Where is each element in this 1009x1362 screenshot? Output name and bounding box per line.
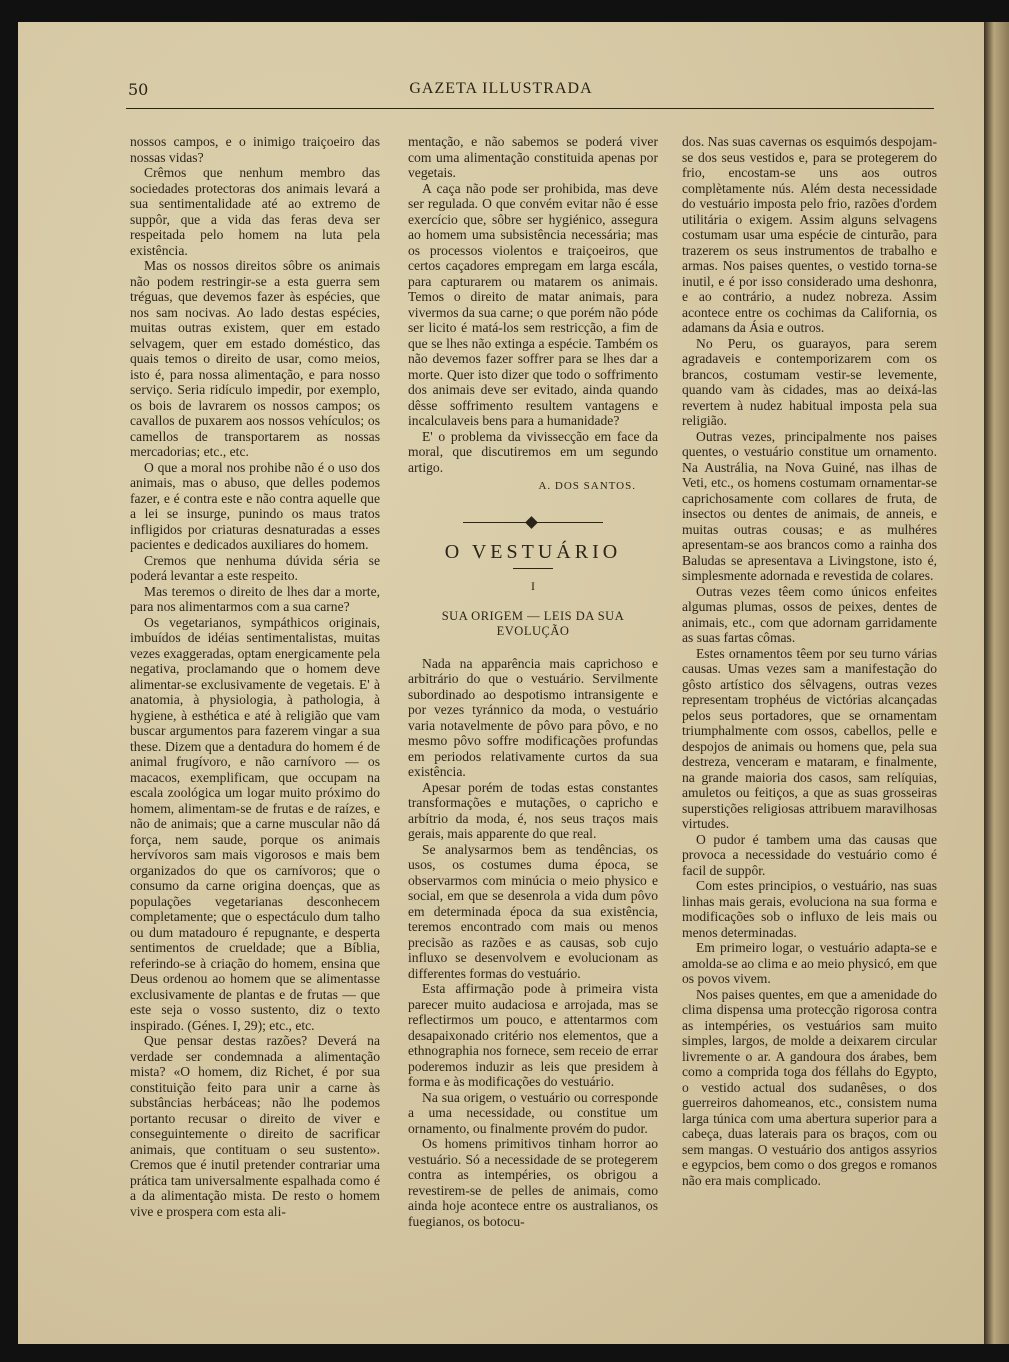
column-1	[130, 134, 380, 1219]
paragraph: Se analysarmos bem as tendências, os usos, os costumes duma época, se observarmos com minúcia o meio physico e social, em que se desenrola a vida dum pôvo em determinada época da sua existência, teremos encontrado com mais ou menos precisão as razões e as causas, sob cujo influxo se desenvolvem e evolucionam as differentes formas do vestuário.	[408, 841, 658, 981]
paragraph: Os vegetarianos, sympáthicos originais, imbuídos de idéias sentimentalistas, muitas vezes exaggeradas, optam energicamente pela negativa, proclamando que o homem deve alimentar-se exclusivamente de vegetais. E' à anatomia, à physiologia, à pathologia, à hygiene, à esthética e até à religião que vam buscar argumentos para fazerem vingar a sua these. Dizem que a dentadura do homem é de animal frugívoro, e não carnívoro — os macacos, exemplificam, que occupam na escala zoológica um logar muito próximo do homem, alimentam-se de frutas e de raízes, e não de animais; que a carne muscular não dá força, nem saude, porque os animais hervívoros sam mais vigorosos e mais bem organizados do que os carnívoros; que o consumo da carne origina doenças, que as populações vegetarianas desconhecem completamente; que o espectáculo dum talho ou dum matadouro é repugnante, e desperta sentimentos de crueldade; que a Bíblia, referindo-se à criação do homem, ensina que Deus ordenou ao homem que se alimentasse exclusivamente de plantas e de frutas — que este seja o vosso sustento, diz o texto inspirado. (Génes. I, 29); etc., etc.	[130, 614, 380, 1033]
section-number: I	[531, 579, 535, 593]
paragraph: nossos campos, e o inimigo traiçoeiro das nossas vidas?	[130, 134, 380, 165]
paragraph: Que pensar destas razões? Deverá na verdade ser condemnada a alimentação mista? «O homem, diz Richet, é por sua constituição feito para unir a carne às substâncias herbáceas; não lhe podemos portanto recusar o direito de viver e conseguintemente o direito de sacrificar animais, que contituam o seu sustento». Cremos que é inutil pretender contrariar uma prática tam universalmente espalhada como é a da alimentação mista. De resto o homem vive e prospera com esta ali-	[130, 1033, 380, 1219]
diamond-ornament-icon	[525, 516, 538, 529]
paragraph: A caça não pode ser prohibida, mas deve ser regulada. O que convém evitar não é esse exercício que, sôbre ser hygiénico, assegura ao homem uma subsistência necessária; mas os processos violentos e traiçoeiros, que certos caçadores empregam em larga escála, para capturarem ou matarem os animais. Temos o direito de matar animais, para vivermos da sua carne; o que porém não póde ser licito é matá-los sem restricção, a fim de que se lhes não extinga a espécie. Também os não devemos fazer soffrer para se lhes dar a morte. Quer isto dizer que todo o soffrimento dos animais deve ser evitado, ainda quando dêsse soffrimento resultem vantagens e incalculaveis bens para a humanidade?	[408, 180, 658, 428]
author-signature: A. DOS SANTOS.	[538, 480, 636, 492]
paragraph: Estes ornamentos têem por seu turno várias causas. Umas vezes sam a manifestação do gôsto artístico dos sêlvagens, outras vezes representam trophéus de victórias alcançadas pelos seus portadores, que se ornamentam triumphalmente com ossos, cabellos, pelle e despojos de animais ou homens que, pela sua destreza, venceram e mataram, e finalmente, na grande maioria dos casos, sam relíquias, amuletos ou feitiços, a que as suas grosseiras superstições religiosas attribuem maravilhosas virtudes.	[682, 645, 937, 831]
paragraph: Nada na apparência mais caprichoso e arbitrário do que o vestuário. Servilmente subordinado ao despotismo intransigente e por vezes tyránnico da moda, o vestuário varia notavelmente de pôvo para pôvo, e no mesmo pôvo soffre modificações profundas em periodos relativamente curtos da sua existência.	[408, 655, 658, 779]
paragraph: dos. Nas suas cavernas os esquimós despojam-se dos seus vestidos e, para se protegerem do frio, encostam-se uns aos outros complètamente nús. Além desta necessidade do vestuário imposta pelo frio, razões d'ordem utilitária o exigem. Assim alguns selvagens costumam usar uma espécie de cinturão, para trazerem os seus instrumentos de trabalho e armas. Nos paises quentes, o vestido torna-se inutil, e é por isso considerado uma deshonra, e ao contrário, a nudez nobreza. Assim acontece entre os cochimas da California, os adamans da Ásia e outros.	[682, 134, 937, 335]
paragraph: mentação, e não sabemos se poderá viver com uma alimentação constituida apenas por vegetais.	[408, 134, 658, 180]
article-title: O VESTUÁRIO	[444, 540, 622, 563]
paragraph: Mas os nossos direitos sôbre os animais não podem restringir-se a esta guerra sem tréguas, que devemos fazer às espécies, que nos sam nocivas. Ao lado destas espécies, muitas outras existem, quer em estado selvagem, quer em estado doméstico, das quais temos o direito de usar, como meios, isto é, para nossa alimentação, e para nosso serviço. Seria ridículo impedir, por exemplo, os bois de lavrarem os nossos campos; os cavallos de puxarem aos nossos vehículos; os camellos de transportarem as nossas mercadorias; etc., etc.	[130, 258, 380, 459]
paragraph: O que a moral nos prohibe não é o uso dos animais, mas o abuso, que delles podemos fazer, e é contra este e não contra aquelle que a lei se insurge, punindo os maus tratos infligidos por criaturas desnaturadas a esses pacientes e dedicados auxiliares do homem.	[130, 459, 380, 552]
page-edge	[984, 22, 1009, 1344]
paragraph: No Peru, os guarayos, para serem agradaveis e contemporizarem com os brancos, costumam vestir-se levemente, quando vam às cidades, mas ao deixá-las revertem à nudez habitual imposta pela sua religião.	[682, 335, 937, 428]
paragraph: Outras vezes, principalmente nos paises quentes, o vestuário constitue um ornamento. Na Austrália, na Nova Guiné, nas ilhas de Veti, etc., os homens costumam ornamentar-se caprichosamente com collares de fruta, de insectos ou dentes de animais, de anneis, e muitas outras cousas; e as mulhéres apresentam-se aos brancos como a rainha dos Baludas se apresentava a Livingstone, isto é, simplesmente adornada e revestida de colares.	[682, 428, 937, 583]
paragraph: Em primeiro logar, o vestuário adapta-se e amolda-se ao clima e ao meio physicó, em que os povos vivem.	[682, 940, 937, 986]
paragraph: Os homens primitivos tinham horror ao vestuário. Só a necessidade de se protegerem contra as intempéries, os obrigou a revestirem-se de pelles de animais, como ainda hoje acontece entre os australianos, os fuegianos, os botocu-	[408, 1136, 658, 1229]
paragraph: Apesar porém de todas estas constantes transformações e mutações, o capricho e arbítrio da moda, é, nos seus traços mais gerais, mais apparente do que real.	[408, 779, 658, 841]
paragraph: Crêmos que nenhum membro das sociedades protectoras dos animais levará a sua sentimentalidade até ao extremo de suppôr, que a vida das feras deva ser respeitada pelo homem na luta pela existência.	[130, 165, 380, 258]
paragraph: E' o problema da vivissecção em face da moral, que discutiremos em um segundo artigo.	[408, 428, 658, 475]
paragraph: Cremos que nenhuma dúvida séria se poderá levantar a este respeito.	[130, 552, 380, 583]
header-rule	[126, 108, 934, 109]
column-3	[682, 134, 937, 1188]
paragraph: Na sua origem, o vestuário ou corresponde a uma necessidade, ou constitue um ornamento, ou finalmente provém do pudor.	[408, 1089, 658, 1136]
section-ornament	[463, 517, 603, 529]
title-rule	[513, 568, 553, 569]
paragraph: Com estes principios, o vestuário, nas suas linhas mais gerais, evoluciona na sua forma e modificações sob o influxo de leis mais ou menos determinadas.	[682, 878, 937, 940]
page-number: 50	[128, 80, 149, 99]
section-subtitle: SUA ORIGEM — LEIS DA SUA EVOLUÇÃO	[441, 608, 625, 638]
paragraph: Nos paises quentes, em que a amenidade do clima dispensa uma protecção rigorosa contra as intempéries, os vestuários sam muito simples, largos, de molde a deixarem circular livremente o ar. A gandoura dos árabes, bem como a comprida toga dos féllahs do Egypto, o vestido actual dos sudanêses, o dos guerreiros dahomeanos, etc., consistem numa larga túnica com uma abertura superior para a cabeça, duas laterais para os braços, com ou sem mangas. O vestuário dos antigos assyrios e egypcios, bem como o dos gregos e romanos não era mais complicado.	[682, 986, 937, 1188]
newspaper-page	[18, 22, 984, 1344]
paragraph: Outras vezes têem como únicos enfeites algumas plumas, ossos de peixes, dentes de animais, etc., com que adornam garridamente as suas fartas cômas.	[682, 583, 937, 645]
paragraph: O pudor é tambem uma das causas que provoca a necessidade do vestuário como é facil de suppôr.	[682, 831, 937, 878]
column-2	[408, 134, 658, 1229]
paragraph: Mas teremos o direito de lhes dar a morte, para nos alimentarmos com a sua carne?	[130, 583, 380, 614]
paragraph: Esta affirmação pode à primeira vista parecer muito audaciosa e arrojada, mas se reflectirmos um pouco, e attentarmos com desapaixonado critério nos elementos, que a ethnographia nos fornece, sem receio de errar poderemos induzir as leis que presidem à forma e às modificações do vestuário.	[408, 981, 658, 1089]
publication-title: GAZETA ILLUSTRADA	[409, 80, 593, 97]
